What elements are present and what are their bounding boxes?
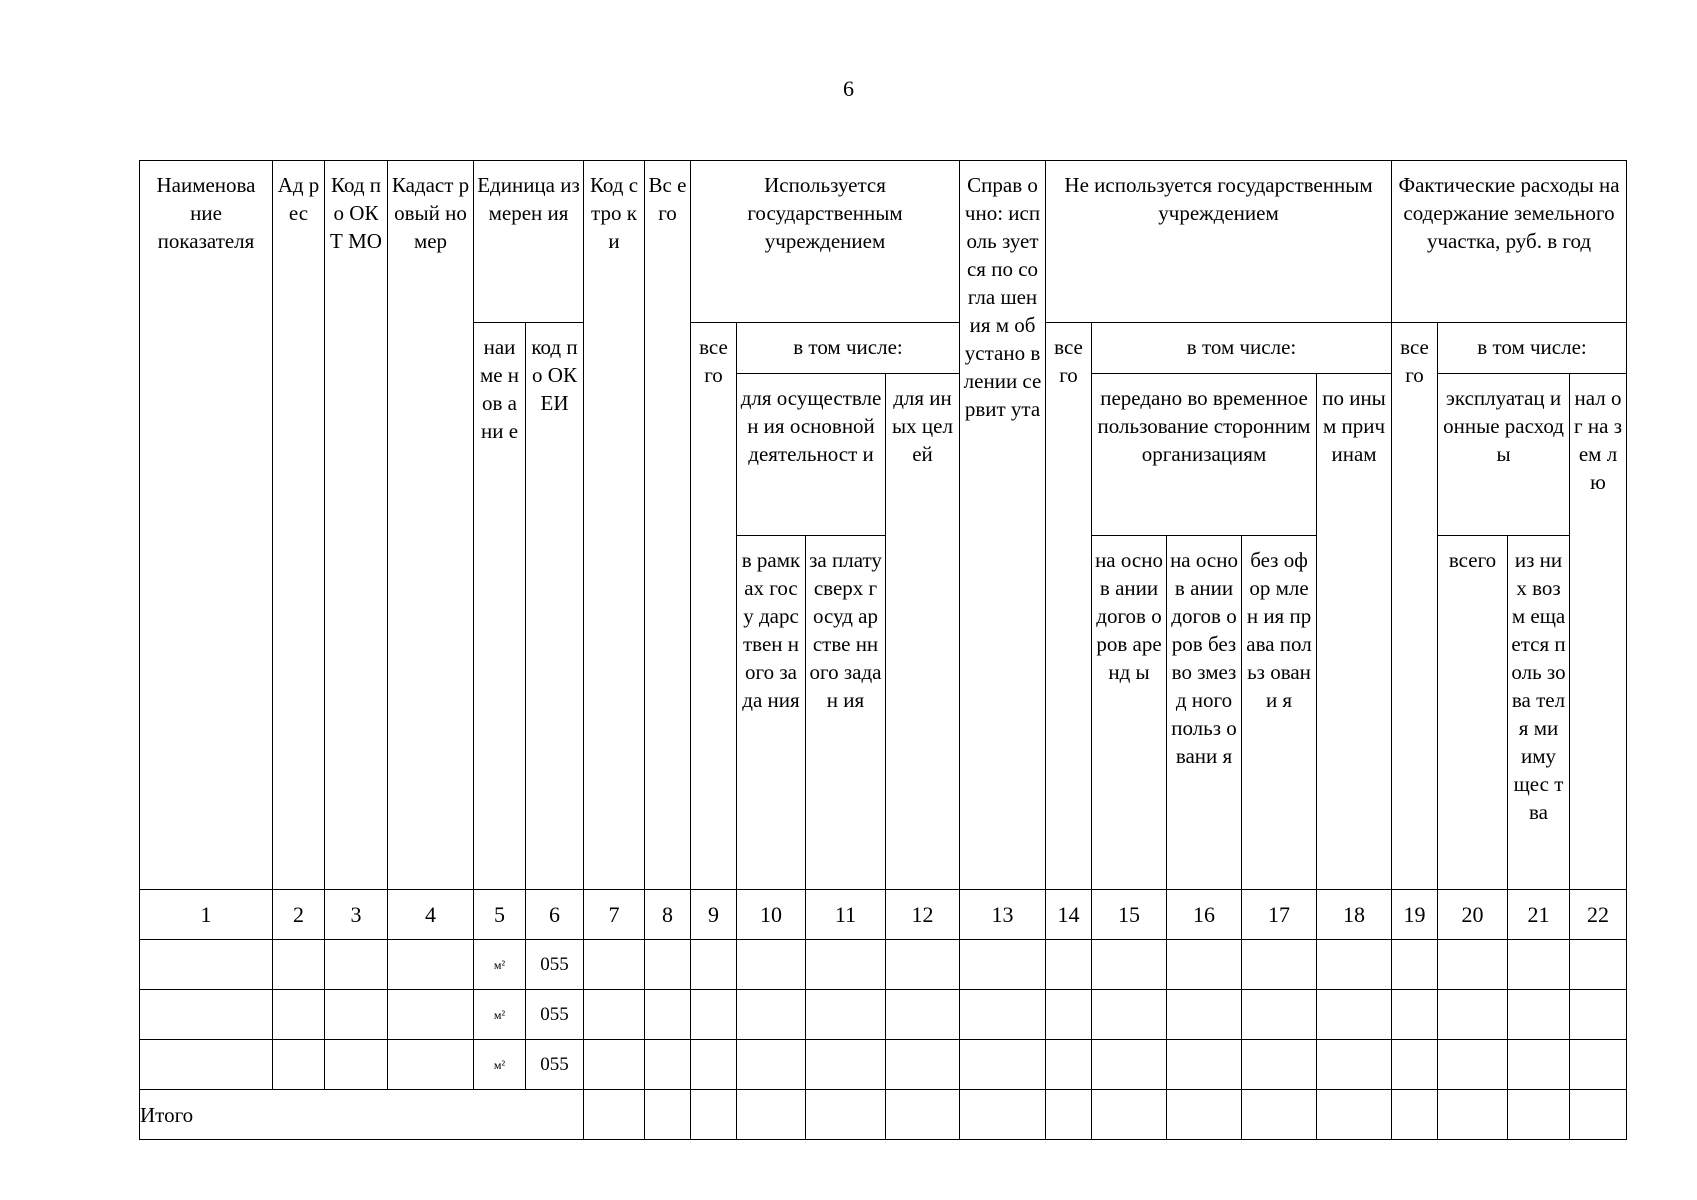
column-number: 6: [526, 890, 584, 940]
column-number: 22: [1570, 890, 1627, 940]
header-used-group: Используется государственным учреждением: [691, 161, 960, 323]
empty-cell: [1317, 1040, 1392, 1090]
header-address: Ад рес: [273, 161, 325, 890]
empty-cell: [1167, 1040, 1242, 1090]
column-number: 4: [388, 890, 474, 940]
column-number: 11: [806, 890, 886, 940]
unit-name-cell: м²: [474, 990, 526, 1040]
empty-cell: [1392, 990, 1438, 1040]
header-total: Вс его: [645, 161, 691, 890]
empty-cell: [1570, 990, 1627, 1040]
column-number: 12: [886, 890, 960, 940]
empty-cell: [325, 990, 388, 1040]
column-number: 5: [474, 890, 526, 940]
header-unit-name: наи ме нов ани е: [474, 323, 526, 890]
empty-cell: [960, 1040, 1046, 1090]
empty-cell: [1242, 1090, 1317, 1140]
okei-code-cell: 055: [526, 990, 584, 1040]
empty-cell: [1167, 1090, 1242, 1140]
empty-cell: [1046, 990, 1092, 1040]
column-number: 16: [1167, 890, 1242, 940]
empty-cell: [1242, 940, 1317, 990]
header-costs-group: Фактические расходы на содержание земельного участка, руб. в год: [1392, 161, 1627, 323]
column-number: 10: [737, 890, 806, 940]
page-number: 6: [843, 76, 854, 101]
table-row: [140, 1040, 1627, 1090]
okei-code-cell: 055: [526, 1040, 584, 1090]
land-use-report-table: [139, 160, 1627, 1140]
total-label: Итого: [140, 1090, 584, 1140]
column-number: 8: [645, 890, 691, 940]
unit-name-cell: м²: [474, 1040, 526, 1090]
empty-cell: [1392, 1090, 1438, 1140]
empty-cell: [1317, 940, 1392, 990]
header-oktmo-code: Код по ОКТ МО: [325, 161, 388, 890]
empty-cell: [806, 990, 886, 1040]
empty-cell: [886, 990, 960, 1040]
empty-cell: [886, 1090, 960, 1140]
column-number-row: [140, 890, 1627, 940]
header-main-activity: для осуществлен ия основной деятельност и: [737, 374, 886, 536]
column-number: 17: [1242, 890, 1317, 940]
header-costs-including: в том числе:: [1438, 323, 1627, 374]
header-lease-agreements: на основ ании догов оров аренд ы: [1092, 536, 1167, 890]
empty-cell: [584, 990, 645, 1040]
empty-cell: [584, 1090, 645, 1140]
empty-cell: [737, 990, 806, 1040]
empty-cell: [273, 940, 325, 990]
empty-cell: [1092, 940, 1167, 990]
header-paid-beyond-assignment: за плату сверх госуд арстве нного задан ия: [806, 536, 886, 890]
header-costs-total: все го: [1392, 323, 1438, 890]
empty-cell: [691, 1090, 737, 1140]
empty-cell: [886, 1040, 960, 1090]
empty-cell: [960, 990, 1046, 1040]
empty-cell: [1508, 940, 1570, 990]
table-row: [140, 940, 1627, 990]
empty-cell: [737, 940, 806, 990]
header-no-legal-registration: без офор млен ия права польз овани я: [1242, 536, 1317, 890]
empty-cell: [806, 1090, 886, 1140]
header-unused-including: в том числе:: [1092, 323, 1392, 374]
empty-cell: [388, 940, 474, 990]
empty-cell: [645, 1090, 691, 1140]
empty-cell: [691, 990, 737, 1040]
empty-cell: [1046, 1090, 1092, 1140]
column-number: 18: [1317, 890, 1392, 940]
empty-cell: [1092, 990, 1167, 1040]
unit-name-cell: м²: [474, 940, 526, 990]
header-line-code: Код стро ки: [584, 161, 645, 890]
empty-cell: [1242, 990, 1317, 1040]
empty-cell: [1508, 1040, 1570, 1090]
header-okei-code: код по ОК ЕИ: [526, 323, 584, 890]
column-number: 9: [691, 890, 737, 940]
empty-cell: [691, 1040, 737, 1090]
total-row: [140, 1090, 1627, 1140]
empty-cell: [1508, 1090, 1570, 1140]
empty-cell: [388, 1040, 474, 1090]
header-unit-of-measure: Единица измерен ия: [474, 161, 584, 323]
table-row: [140, 990, 1627, 1040]
empty-cell: [960, 940, 1046, 990]
header-cadastral-number: Кадаст ровый номер: [388, 161, 474, 890]
header-used-total: все го: [691, 323, 737, 890]
column-number: 15: [1092, 890, 1167, 940]
empty-cell: [273, 1040, 325, 1090]
column-number: 1: [140, 890, 273, 940]
empty-cell: [388, 990, 474, 1040]
empty-cell: [1570, 940, 1627, 990]
empty-cell: [1046, 940, 1092, 990]
header-state-assignment: в рамк ах госу дарс твен ного зада ния: [737, 536, 806, 890]
column-number: 14: [1046, 890, 1092, 940]
empty-cell: [1438, 940, 1508, 990]
empty-cell: [325, 1040, 388, 1090]
empty-cell: [273, 990, 325, 1040]
empty-cell: [1392, 940, 1438, 990]
column-number: 21: [1508, 890, 1570, 940]
empty-cell: [1438, 1040, 1508, 1090]
empty-cell: [1317, 990, 1392, 1040]
column-number: 13: [960, 890, 1046, 940]
empty-cell: [737, 1040, 806, 1090]
empty-cell: [584, 1040, 645, 1090]
column-number: 19: [1392, 890, 1438, 940]
column-number: 3: [325, 890, 388, 940]
header-operating-costs: эксплуатац ионные расходы: [1438, 374, 1570, 536]
empty-cell: [1092, 1040, 1167, 1090]
empty-cell: [806, 1040, 886, 1090]
header-reimbursed-by-users: из них возм еща ется поль зова теля ми иму щес тва: [1508, 536, 1570, 890]
empty-cell: [584, 940, 645, 990]
empty-cell: [886, 940, 960, 990]
column-number: 2: [273, 890, 325, 940]
column-number: 7: [584, 890, 645, 940]
empty-cell: [1570, 1040, 1627, 1090]
empty-cell: [140, 1040, 273, 1090]
empty-cell: [645, 940, 691, 990]
empty-cell: [140, 940, 273, 990]
empty-cell: [1092, 1090, 1167, 1140]
column-number: 20: [1438, 890, 1508, 940]
empty-cell: [1508, 990, 1570, 1040]
header-servitude-reference: Справ очно: исполь зуется по согла шения м об устано влении сервит ута: [960, 161, 1046, 890]
empty-cell: [1167, 940, 1242, 990]
header-transferred-to-third-parties: передано во временное пользование сторонним организациям: [1092, 374, 1317, 536]
empty-cell: [691, 940, 737, 990]
empty-cell: [140, 990, 273, 1040]
header-operating-costs-total: всего: [1438, 536, 1508, 890]
empty-cell: [1438, 1090, 1508, 1140]
header-unused-group: Не используется государственным учреждением: [1046, 161, 1392, 323]
empty-cell: [806, 940, 886, 990]
empty-cell: [1570, 1090, 1627, 1140]
header-free-use-agreements: на основ ании догов оров безво змезд ного польз овани я: [1167, 536, 1242, 890]
empty-cell: [645, 1040, 691, 1090]
empty-cell: [325, 940, 388, 990]
empty-cell: [1317, 1090, 1392, 1140]
header-other-purposes: для иных целей: [886, 374, 960, 890]
empty-cell: [737, 1090, 806, 1140]
empty-cell: [1438, 990, 1508, 1040]
empty-cell: [1392, 1040, 1438, 1090]
empty-cell: [1167, 990, 1242, 1040]
empty-cell: [1242, 1040, 1317, 1090]
header-land-tax: нал ог на зем лю: [1570, 374, 1627, 890]
empty-cell: [960, 1090, 1046, 1140]
okei-code-cell: 055: [526, 940, 584, 990]
header-unused-total: все го: [1046, 323, 1092, 890]
empty-cell: [645, 990, 691, 1040]
empty-cell: [1046, 1040, 1092, 1090]
header-used-including: в том числе:: [737, 323, 960, 374]
header-other-reasons: по иным прич инам: [1317, 374, 1392, 890]
header-indicator-name: Наименова ние показателя: [140, 161, 273, 890]
